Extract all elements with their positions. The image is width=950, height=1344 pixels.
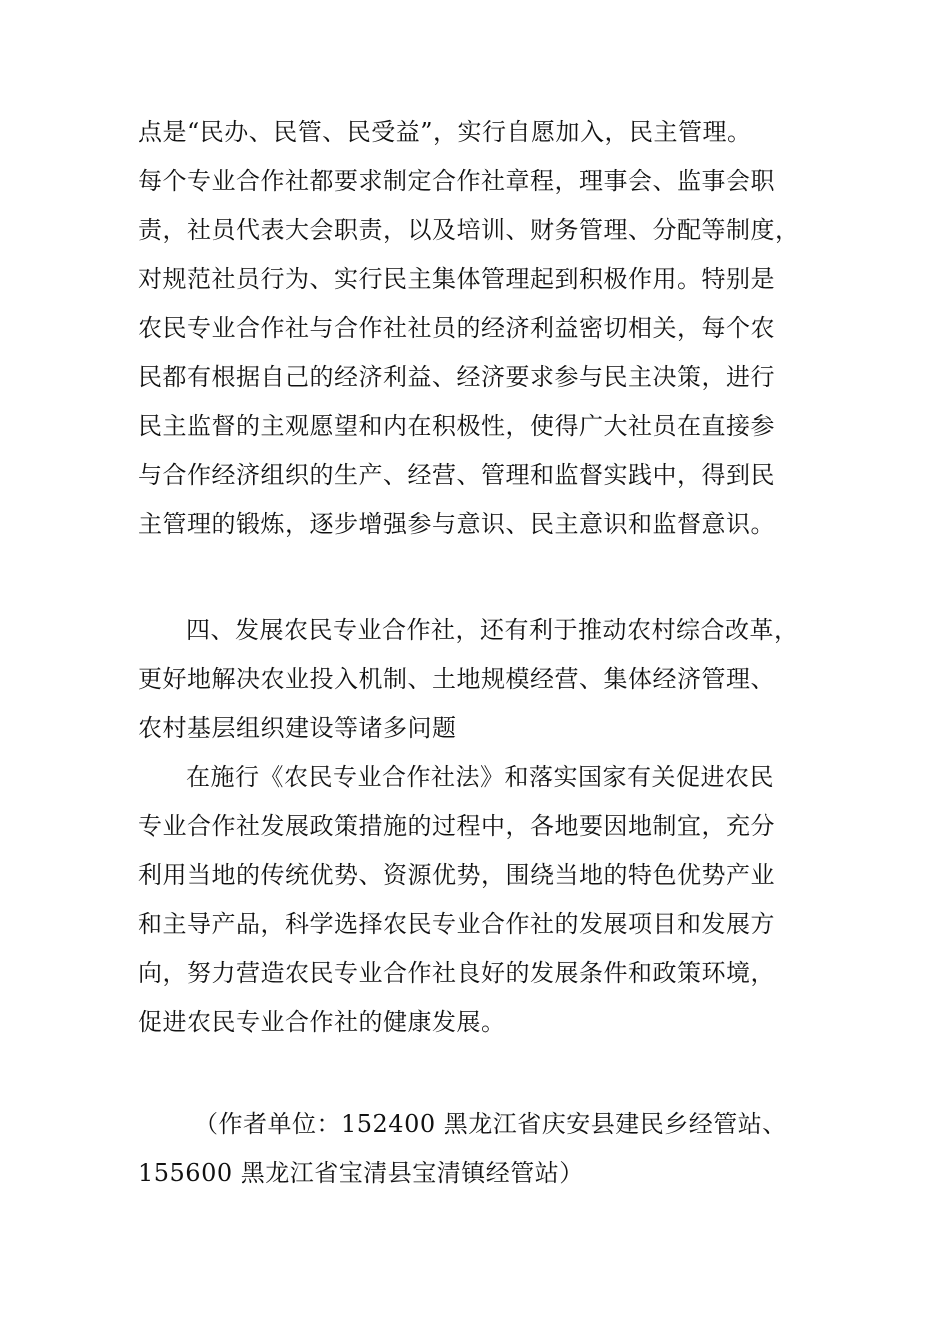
body-paragraph-democratic-management	[138, 108, 818, 549]
text-line: 在施行《农民专业合作社法》和落实国家有关促进农民	[186, 763, 774, 791]
heading-line: 农村基层组织建设等诸多问题	[138, 714, 457, 742]
text-line: 对规范社员行为、实行民主集体管理起到积极作用。特别是	[138, 265, 775, 293]
text-line: 利用当地的传统优势、资源优势，围绕当地的特色优势产业	[138, 861, 775, 889]
heading-line: 更好地解决农业投入机制、土地规模经营、集体经济管理、	[138, 665, 775, 693]
text-line: 和主导产品，科学选择农民专业合作社的发展项目和发展方	[138, 910, 775, 938]
text-line: 民都有根据自己的经济利益、经济要求参与民主决策，进行	[138, 363, 775, 391]
author-line: 155600 黑龙江省宝清县宝清镇经管站）	[138, 1159, 584, 1187]
author-affiliation-note	[138, 1100, 818, 1198]
text-line: 民主监督的主观愿望和内在积极性，使得广大社员在直接参	[138, 412, 775, 440]
text-line: 农民专业合作社与合作社社员的经济利益密切相关，每个农	[138, 314, 775, 342]
body-paragraph-policy-measures	[138, 753, 818, 1047]
text-line: 主管理的锻炼，逐步增强参与意识、民主意识和监督意识。	[138, 510, 775, 538]
text-line: 点是“民办、民管、民受益”，实行自愿加入，民主管理。	[138, 118, 752, 146]
text-line: 每个专业合作社都要求制定合作社章程，理事会、监事会职	[138, 167, 775, 195]
heading-line: 四、发展农民专业合作社，还有利于推动农村综合改革，	[186, 616, 799, 644]
text-line: 与合作经济组织的生产、经营、管理和监督实践中，得到民	[138, 461, 775, 489]
text-line: 促进农民专业合作社的健康发展。	[138, 1008, 506, 1036]
text-line: 责，社员代表大会职责，以及培训、财务管理、分配等制度，	[138, 216, 800, 244]
text-line: 专业合作社发展政策措施的过程中，各地要因地制宜，充分	[138, 812, 775, 840]
section-heading-four	[138, 606, 818, 753]
text-line: 向，努力营造农民专业合作社良好的发展条件和政策环境，	[138, 959, 775, 987]
author-line: （作者单位：152400 黑龙江省庆安县建民乡经管站、	[194, 1110, 787, 1138]
